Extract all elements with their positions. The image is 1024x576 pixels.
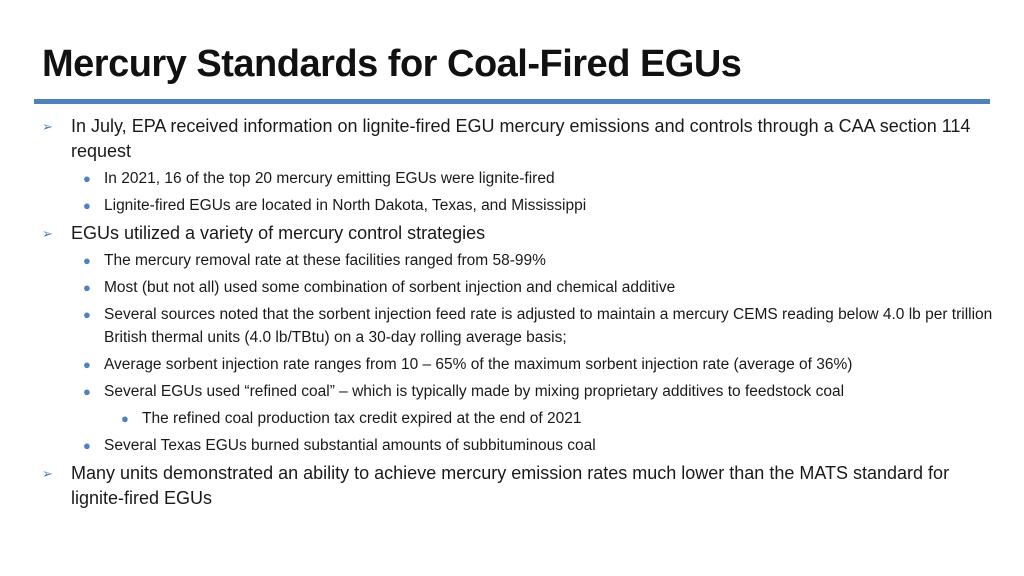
arrow-bullet-icon: ➢ bbox=[42, 119, 53, 134]
dot-bullet-icon: ● bbox=[121, 411, 129, 426]
bullet-list bbox=[38, 112, 998, 514]
sub-bullet-item bbox=[38, 303, 998, 349]
sub-bullet-text: The mercury removal rate at these facilities ranged from 58-99% bbox=[104, 252, 546, 269]
sub-bullet-text: Several EGUs used “refined coal” – which is typically made by mixing proprietary additives to feedstock coal bbox=[104, 383, 845, 400]
bullet-item bbox=[38, 461, 998, 511]
sub-bullet-text: Most (but not all) used some combination of sorbent injection and chemical additive bbox=[104, 279, 676, 296]
bullet-item bbox=[38, 114, 998, 164]
slide-title: Mercury Standards for Coal-Fired EGUs bbox=[42, 43, 742, 85]
dot-bullet-icon: ● bbox=[83, 384, 91, 399]
dot-bullet-icon: ● bbox=[83, 357, 91, 372]
sub-bullet-item bbox=[38, 167, 998, 190]
dot-bullet-icon: ● bbox=[83, 198, 91, 213]
sub-bullet-item bbox=[38, 434, 998, 457]
dot-bullet-icon: ● bbox=[83, 171, 91, 186]
bullet-text: In July, EPA received information on lignite-fired EGU mercury emissions and controls through a CAA section 114 request bbox=[71, 116, 971, 161]
sub-bullet-text: Several sources noted that the sorbent injection feed rate is adjusted to maintain a mercury CEMS reading below 4.0 lb per trillion British thermal units (4.0 lb/TBtu) on a 30-day rolling average basis; bbox=[104, 306, 993, 346]
sub-bullet-text: Several Texas EGUs burned substantial amounts of subbituminous coal bbox=[104, 437, 596, 454]
sub-bullet-text: Average sorbent injection rate ranges from 10 – 65% of the maximum sorbent injection rate (average of 36%) bbox=[104, 356, 853, 373]
sub-bullet-item bbox=[38, 353, 998, 376]
title-divider bbox=[34, 99, 990, 104]
arrow-bullet-icon: ➢ bbox=[42, 466, 53, 481]
bullet-text: Many units demonstrated an ability to achieve mercury emission rates much lower than the MATS standard for lignite-fired EGUs bbox=[71, 463, 950, 508]
dot-bullet-icon: ● bbox=[83, 438, 91, 453]
dot-bullet-icon: ● bbox=[83, 307, 91, 322]
dot-bullet-icon: ● bbox=[83, 280, 91, 295]
sub-bullet-item bbox=[38, 380, 998, 403]
bullet-item bbox=[38, 221, 998, 246]
dot-bullet-icon: ● bbox=[83, 253, 91, 268]
arrow-bullet-icon: ➢ bbox=[42, 226, 53, 241]
sub-bullet-item bbox=[38, 194, 998, 217]
sub-bullet-item bbox=[38, 249, 998, 272]
sub-bullet-item bbox=[38, 276, 998, 299]
sub-bullet-text: Lignite-fired EGUs are located in North Dakota, Texas, and Mississippi bbox=[104, 197, 587, 214]
bullet-text: EGUs utilized a variety of mercury control strategies bbox=[71, 223, 486, 243]
sub-sub-bullet-item bbox=[38, 407, 998, 430]
sub-bullet-text: In 2021, 16 of the top 20 mercury emitting EGUs were lignite-fired bbox=[104, 170, 555, 187]
sub-sub-bullet-text: The refined coal production tax credit expired at the end of 2021 bbox=[142, 410, 582, 427]
